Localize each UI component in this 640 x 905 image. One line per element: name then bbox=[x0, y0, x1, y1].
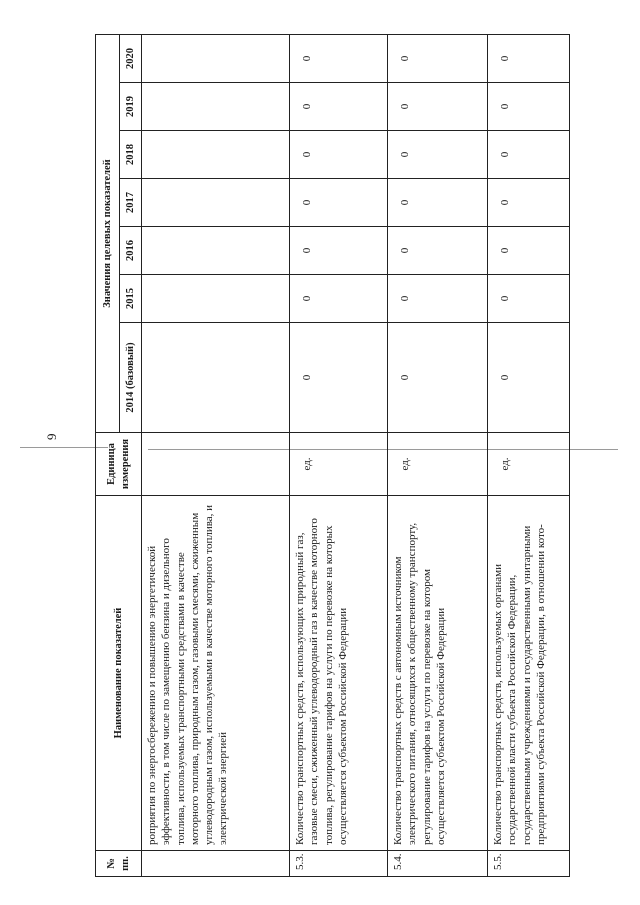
row-number: 5.4. bbox=[388, 851, 488, 877]
header-year: 2017 bbox=[120, 179, 142, 227]
table-row bbox=[290, 34, 388, 876]
row-unit: ед. bbox=[388, 433, 488, 496]
row-name: роприятия по энергосбережению и повышению энергетической эффективности, в том числе по замещению бензина и дизельного топлива, используемых транспортными средствами в качестве моторного топлива, природным газом, газовыми смесями, сжиженным углеводородным газом, используемыми в качестве моторного топлива, и электрической энергией bbox=[142, 496, 290, 851]
row-unit: ед. bbox=[290, 433, 388, 496]
row-value bbox=[142, 131, 290, 179]
row-number: 5.5. bbox=[488, 851, 570, 877]
header-values: Значения целевых показателей bbox=[96, 34, 120, 432]
row-value: 0 bbox=[488, 227, 570, 275]
table-row bbox=[142, 34, 290, 876]
row-value: 0 bbox=[388, 131, 488, 179]
header-year: 2014 (базовый) bbox=[120, 323, 142, 433]
row-name: Количество транспортных средств, использующих природный газ, газовые смеси, сжиженный углеводородный газ в качестве моторного топлива, регулирование тарифов на услуги по перевозке на которых осуществляется субъектом Российской Федерации bbox=[290, 496, 388, 851]
header-unit: Единица измерения bbox=[96, 433, 142, 496]
table-row bbox=[388, 34, 488, 876]
row-value bbox=[142, 275, 290, 323]
row-value: 0 bbox=[290, 83, 388, 131]
row-value: 0 bbox=[290, 34, 388, 82]
row-value: 0 bbox=[290, 275, 388, 323]
indicator-table bbox=[95, 34, 570, 877]
row-value: 0 bbox=[488, 131, 570, 179]
row-value bbox=[142, 83, 290, 131]
row-value bbox=[142, 227, 290, 275]
row-name: Количество транспортных средств, используемых органами государственной власти субъекта Российской Федерации, государственными учреждениями и государственными унитарными предприятиями субъекта Российской Федерации, в отношении кото- bbox=[488, 496, 570, 851]
row-number bbox=[142, 851, 290, 877]
row-value: 0 bbox=[488, 323, 570, 433]
row-value: 0 bbox=[290, 323, 388, 433]
row-value: 0 bbox=[290, 227, 388, 275]
row-value: 0 bbox=[488, 83, 570, 131]
header-year: 2015 bbox=[120, 275, 142, 323]
row-value: 0 bbox=[388, 323, 488, 433]
row-value: 0 bbox=[290, 131, 388, 179]
row-value bbox=[142, 34, 290, 82]
header-number: № пп. bbox=[96, 851, 142, 877]
page-number: 9 bbox=[44, 433, 59, 440]
header-name: Наименование показателей bbox=[96, 496, 142, 851]
rotated-table-container bbox=[95, 35, 547, 877]
row-value bbox=[142, 323, 290, 433]
row-value: 0 bbox=[290, 179, 388, 227]
row-name: Количество транспортных средств с автономным источником электрического питания, относящихся к общественному транспорту, регулирование тарифов на услуги по перевозке на котором осуществляется субъектом Российской Федерации bbox=[388, 496, 488, 851]
header-year: 2016 bbox=[120, 227, 142, 275]
row-value bbox=[142, 179, 290, 227]
row-value: 0 bbox=[388, 227, 488, 275]
header-year: 2019 bbox=[120, 83, 142, 131]
row-value: 0 bbox=[488, 275, 570, 323]
row-value: 0 bbox=[388, 83, 488, 131]
header-year: 2018 bbox=[120, 131, 142, 179]
row-unit: ед. bbox=[488, 433, 570, 496]
header-year: 2020 bbox=[120, 34, 142, 82]
row-value: 0 bbox=[388, 179, 488, 227]
table-row bbox=[488, 34, 570, 876]
row-value: 0 bbox=[388, 275, 488, 323]
row-value: 0 bbox=[388, 34, 488, 82]
row-value: 0 bbox=[488, 179, 570, 227]
row-value: 0 bbox=[488, 34, 570, 82]
row-unit bbox=[142, 433, 290, 496]
row-number: 5.3. bbox=[290, 851, 388, 877]
